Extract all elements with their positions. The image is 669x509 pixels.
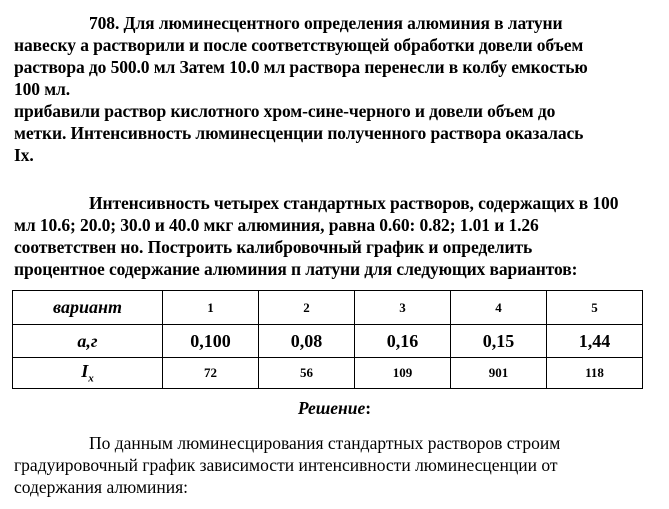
problem-line-0: 708. Для люминесцентного определения алюминия в латуни: [89, 13, 563, 33]
answer-paragraph: [14, 432, 659, 498]
table-row-intensity: [13, 358, 643, 389]
standards-line-3: процентное содержание алюминия п латуни для следующих вариантов:: [14, 259, 578, 279]
mass-cell: 0,15: [451, 325, 547, 358]
problem-line-5: метки. Интенсивность люминесценции полученного раствора оказалась: [14, 123, 584, 143]
problem-line-4: прибавили раствор кислотного хром-сине-черного и довели объем до: [14, 101, 556, 121]
answer-line-1: градуировочный график зависимости интенсивности люминесценции от: [14, 455, 558, 475]
standards-paragraph: [14, 192, 659, 280]
mass-cell: 0,16: [355, 325, 451, 358]
problem-statement: [14, 12, 659, 166]
problem-line-3: 100 мл.: [14, 79, 71, 99]
variant-cell: 2: [259, 291, 355, 325]
variant-cell: 4: [451, 291, 547, 325]
mass-cell: 0,08: [259, 325, 355, 358]
problem-line-2: раствора до 500.0 мл Затем 10.0 мл раствора перенесли в колбу емкостью: [14, 57, 588, 77]
intensity-cell: 56: [259, 358, 355, 389]
answer-line-0: По данным люминесцирования стандартных растворов строим: [89, 433, 561, 453]
variant-cell: 5: [547, 291, 643, 325]
intensity-cell: 72: [163, 358, 259, 389]
table-row-variant: [13, 291, 643, 325]
variants-table: [12, 290, 643, 389]
solution-label: Решение: [297, 398, 366, 418]
intensity-subscript: x: [88, 372, 94, 385]
standards-line-1: мл 10.6; 20.0; 30.0 и 40.0 мкг алюминия, равна 0.60: 0.82; 1.01 и 1.26: [14, 215, 539, 235]
problem-line-6: Ix.: [14, 145, 34, 165]
variant-cell: 3: [355, 291, 451, 325]
intensity-cell: 109: [355, 358, 451, 389]
variant-header-cell: вариант: [13, 291, 163, 325]
solution-colon: :: [365, 398, 372, 418]
intensity-header-cell: [13, 358, 163, 389]
standards-line-0: Интенсивность четырех стандартных растворов, содержащих в 100: [89, 193, 619, 213]
intensity-cell: 118: [547, 358, 643, 389]
mass-cell: 1,44: [547, 325, 643, 358]
variant-cell: 1: [163, 291, 259, 325]
intensity-symbol: I: [81, 361, 89, 382]
mass-cell: 0,100: [163, 325, 259, 358]
standards-line-2: соответствен но. Построить калибровочный график и определить: [14, 237, 533, 257]
mass-header-cell: а,г: [13, 325, 163, 358]
problem-number: 708.: [89, 13, 120, 33]
table-row-mass: [13, 325, 643, 358]
answer-line-2: содержания алюминия:: [14, 477, 189, 497]
solution-heading: [0, 398, 669, 419]
intensity-cell: 901: [451, 358, 547, 389]
problem-line-1: навеску а растворили и после соответствующей обработки довели объем: [14, 35, 584, 55]
